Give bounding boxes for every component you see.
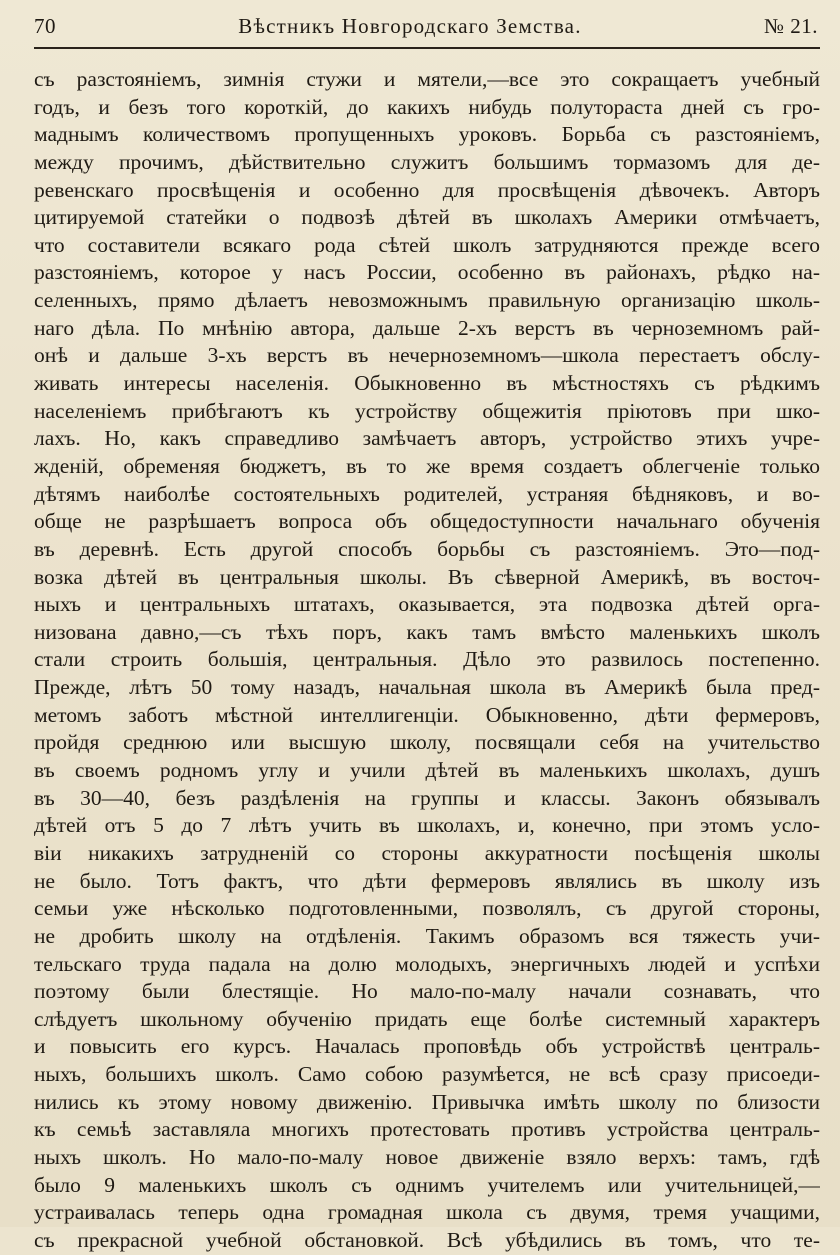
text-line: пройдя среднюю или высшую школу, посвящали себя на учительство [34, 730, 820, 755]
text-line: віи никакихъ затрудненій со стороны аккуратности посѣщенія школы [34, 840, 820, 865]
text-line: что составители всякаго рода сѣтей школъ затрудняются прежде всего [34, 232, 820, 257]
text-line: разстояніемъ, которое у насъ России, особенно въ районахъ, рѣдко на- [34, 260, 820, 285]
text-line: съ разстояніемъ, зимнія стужи и мятели,—все это сокращаетъ учебный [34, 67, 820, 91]
text-line: стали строить большія, центральныя. Дѣло это развилось постепенно. [34, 647, 820, 672]
text-line: обще не разрѣшаетъ вопроса объ общедоступности начальнаго обученія [34, 509, 820, 534]
text-line: возка дѣтей въ центральныя школы. Въ сѣверной Америкѣ, въ восточ- [34, 564, 820, 589]
text-line: съ прекрасной учебной обстановкой. Всѣ убѣдились въ томъ, что те- [34, 1227, 820, 1252]
issue-number: № 21. [763, 14, 818, 38]
text-line: наго дѣла. По мнѣнію автора, дальше 2-хъ верстъ въ черноземномъ рай- [34, 315, 820, 340]
text-line: живать интересы населенія. Обыкновенно въ мѣстностяхъ съ рѣдкимъ [34, 371, 820, 396]
text-line: годъ, и безъ того короткій, до какихъ нибудь полутораста дней съ гро- [34, 94, 820, 119]
journal-title: Вѣстникъ Новгородскаго Земства. [238, 14, 582, 38]
text-line: въ своемъ родномъ углу и учили дѣтей въ маленькихъ школахъ, душъ [34, 758, 820, 783]
text-line: къ семьѣ заставляла многихъ протестовать противъ устройства централь- [34, 1117, 820, 1142]
text-line: нились къ этому новому движенію. Привычка имѣть школу по близости [34, 1089, 820, 1114]
text-line: цитируемой статейки о подвозѣ дѣтей въ школахъ Америки отмѣчаетъ, [34, 205, 820, 230]
text-line: не было. Тотъ фактъ, что дѣти фермеровъ являлись въ школу изъ [34, 868, 820, 893]
text-line: семьи уже нѣсколько подготовленными, позволялъ, съ другой стороны, [34, 896, 820, 921]
header-rule [34, 47, 820, 49]
text-line: въ деревнѣ. Есть другой способъ борьбы съ разстояніемъ. Это—под- [34, 536, 820, 561]
article-body [34, 66, 820, 1255]
text-line: въ 30—40, безъ раздѣленія на группы и классы. Законъ обязывалъ [34, 785, 820, 810]
text-line: слѣдуетъ школьному обученію придать еще болѣе системный характеръ [34, 1006, 820, 1031]
text-line: не дробить школу на отдѣленія. Такимъ образомъ вся тяжесть учи- [34, 923, 820, 948]
text-line: низована давно,—съ тѣхъ поръ, какъ тамъ вмѣсто маленькихъ школъ [34, 619, 820, 644]
text-line: тельскаго труда падала на долю молодыхъ, энергичныхъ людей и успѣхи [34, 951, 820, 976]
text-line: между прочимъ, дѣйствительно служитъ большимъ тормазомъ для де- [34, 149, 820, 174]
text-line: метомъ заботъ мѣстной интеллигенціи. Обыкновенно, дѣти фермеровъ, [34, 702, 820, 727]
text-line: Прежде, лѣтъ 50 тому назадъ, начальная школа въ Америкѣ была пред- [34, 675, 820, 700]
text-line: ревенскаго просвѣщенія и особенно для просвѣщенія дѣвочекъ. Авторъ [34, 177, 820, 202]
text-line: жденій, обременяя бюджетъ, въ то же время создаетъ облегченіе только [34, 453, 820, 478]
text-line: населеніемъ прибѣгаютъ къ устройству общежитія пріютовъ при шко- [34, 398, 820, 423]
text-line: поэтому были блестящіе. Но мало-по-малу начали сознавать, что [34, 979, 820, 1004]
text-line: ныхъ, большихъ школъ. Само собою разумѣется, не всѣ сразу присоеди- [34, 1062, 820, 1087]
page-number: 70 [34, 14, 56, 38]
running-header [34, 14, 818, 46]
text-line: ныхъ и центральныхъ штатахъ, оказывается, эта подвозка дѣтей орга- [34, 592, 820, 617]
text-line: было 9 маленькихъ школъ съ однимъ учителемъ или учительницей,— [34, 1172, 820, 1197]
text-line: дѣтей отъ 5 до 7 лѣтъ учить въ школахъ, и, конечно, при этомъ усло- [34, 813, 820, 838]
text-line: и повысить его курсъ. Началась проповѣдь объ устройствѣ централь- [34, 1034, 820, 1059]
text-line: селенныхъ, прямо дѣлаетъ невозможнымъ правильную организацію школь- [34, 288, 820, 313]
text-line: устраивалась теперь одна громадная школа съ двумя, тремя учащими, [34, 1200, 820, 1225]
text-line: онѣ и дальше 3-хъ верстъ въ нечерноземномъ—школа перестаетъ обслу- [34, 343, 820, 368]
text-line: ныхъ школъ. Но мало-по-малу новое движеніе взяло верхъ: тамъ, гдѣ [34, 1144, 820, 1169]
text-line: дѣтямъ наиболѣе состоятельныхъ родителей, устраняя бѣдняковъ, и во- [34, 481, 820, 506]
text-line: лахъ. Но, какъ справедливо замѣчаетъ авторъ, устройство этихъ учре- [34, 426, 820, 451]
text-line: маднымъ количествомъ пропущенныхъ уроковъ. Борьба съ разстояніемъ, [34, 122, 820, 147]
